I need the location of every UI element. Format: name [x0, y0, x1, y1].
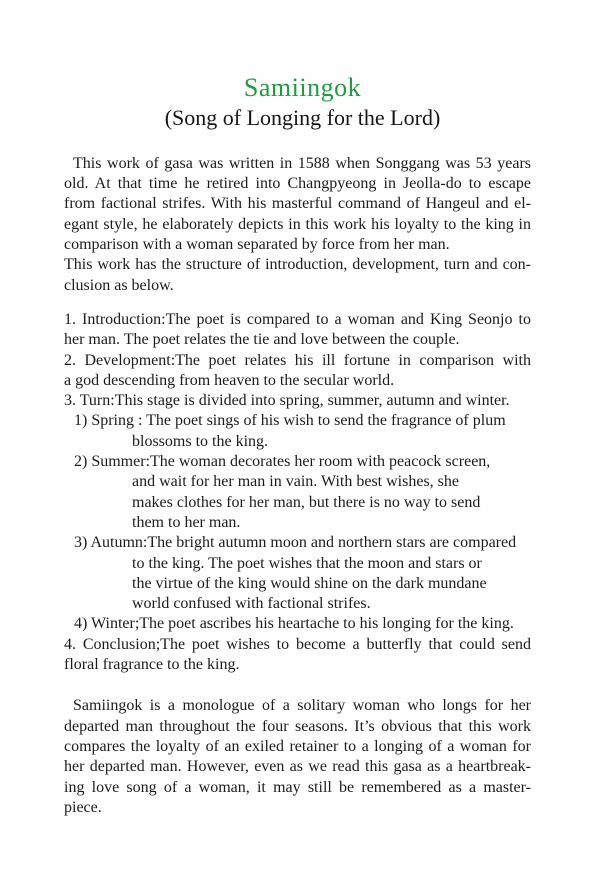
- text-line: her departed man. However, even as we read this gasa as a heartbreak-: [64, 758, 531, 776]
- text-line: 2) Summer:The woman decorates her room with peacock screen,: [74, 453, 491, 471]
- text-line: comparison with a woman separated by force from her man.: [64, 236, 450, 254]
- text-line: 4) Winter;The poet ascribes his heartache to his longing for the king.: [74, 615, 514, 633]
- text-line: 1) Spring : The poet sings of his wish to send the fragrance of plum: [74, 412, 506, 430]
- document-subtitle: (Song of Longing for the Lord): [164, 104, 441, 130]
- text-line: This work of gasa was written in 1588 when Songgang was 53 years: [73, 154, 531, 172]
- text-line: her man. The poet relates the tie and love between the couple.: [64, 331, 460, 349]
- text-line: them to her man.: [132, 513, 241, 531]
- text-line: 4. Conclusion;The poet wishes to become a butterfly that could send: [64, 635, 531, 653]
- document-body: [64, 154, 531, 818]
- text-line: 2. Development:The poet relates his ill fortune in comparison with: [64, 351, 531, 369]
- blank-line: [64, 675, 531, 696]
- text-line: from factional strifes. With his masterful command of Hangeul and el-: [64, 195, 531, 213]
- text-line: departed man throughout the four seasons. It’s obvious that this work: [64, 717, 531, 735]
- text-line: 3) Autumn:The bright autumn moon and northern stars are compared: [74, 534, 517, 552]
- text-line: 1. Introduction:The poet is compared to a woman and King Seonjo to: [64, 310, 531, 328]
- text-line: compares the loyalty of an exiled retainer to a longing of a woman for: [64, 737, 531, 755]
- text-line: floral fragrance to the king.: [64, 656, 240, 674]
- blank-line: [64, 296, 531, 310]
- text-line: clusion as below.: [64, 276, 174, 294]
- text-line: ing love song of a woman, it may still be remembered as a master-: [64, 778, 531, 796]
- text-line: and wait for her man in vain. With best wishes, she: [132, 473, 459, 491]
- text-line: blossoms to the king.: [132, 432, 269, 450]
- document-title: Samiingok: [243, 73, 362, 102]
- text-line: egant style, he elaborately depicts in this work his loyalty to the king in: [64, 215, 531, 233]
- text-line: old. At that time he retired into Changpyeong in Jeolla-do to escape: [64, 175, 531, 193]
- text-line: piece.: [64, 798, 102, 816]
- text-line: the virtue of the king would shine on the dark mundane: [132, 574, 487, 592]
- text-line: makes clothes for her man, but there is no way to send: [132, 493, 481, 511]
- text-line: Samiingok is a monologue of a solitary woman who longs for her: [73, 697, 531, 715]
- text-line: world confused with factional strifes.: [132, 595, 371, 613]
- text-line: 3. Turn:This stage is divided into spring, summer, autumn and winter.: [64, 392, 510, 410]
- text-line: This work has the structure of introduction, development, turn and con-: [64, 256, 531, 274]
- text-line: a god descending from heaven to the secular world.: [64, 371, 395, 389]
- text-line: to the king. The poet wishes that the moon and stars or: [132, 554, 482, 572]
